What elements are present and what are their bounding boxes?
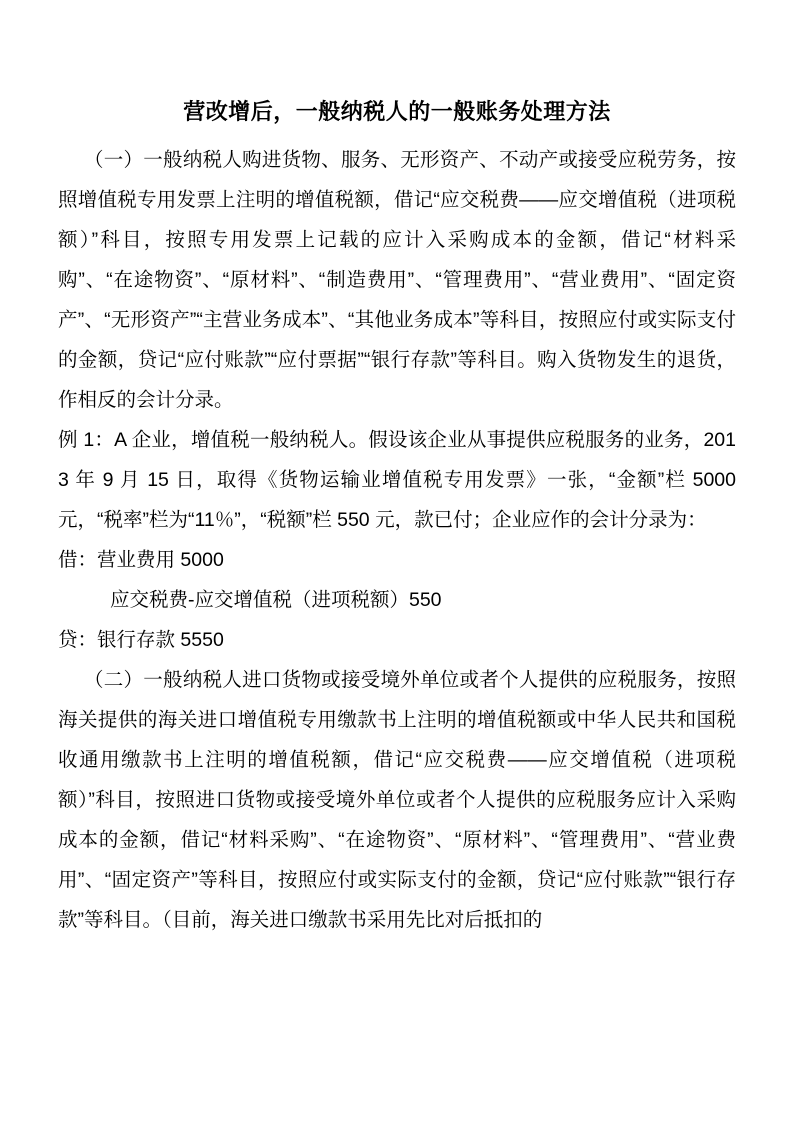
paragraph-entry-credit-1: 贷：银行存款 5550 bbox=[58, 629, 224, 651]
paragraph-entry-debit-2: 应交税费-应交增值税（进项税额）550 bbox=[110, 589, 442, 611]
page-title: 营改增后，一般纳税人的一般账务处理方法 bbox=[183, 99, 611, 125]
paragraph-entry-debit-1: 借：营业费用 5000 bbox=[58, 549, 224, 571]
paragraph-section-two: （二）一般纳税人进口货物或接受境外单位或者个人提供的应税服务，按照海关提供的海关进口增值税专用缴款书上注明的增值税额或中华人民共和国税收通用缴款书上注明的增值税额，借记“应交税费——应交增值税（进项税额）”科目，按照进口货物或接受境外单位或者个人提供的应税服务应计入采购成本的金额，借记“材料采购”、“在途物资”、“原材料”、“管理费用”、“营业费用”、“固定资产”等科目，按照应付或实际支付的金额，贷记“应付账款”“银行存款”等科目。（目前，海关进口缴款书采用先比对后抵扣的 bbox=[58, 669, 736, 931]
paragraph-section-one: （一）一般纳税人购进货物、服务、无形资产、不动产或接受应税劳务，按照增值税专用发票上注明的增值税额，借记“应交税费——应交增值税（进项税额）”科目，按照专用发票上记载的应计入采购成本的金额，借记“材料采购”、“在途物资”、“原材料”、“制造费用”、“管理费用”、“营业费用”、“固定资产”、“无形资产”“主营业务成本”、“其他业务成本”等科目，按照应付或实际支付的金额，贷记“应付账款”“应付票据”“银行存款”等科目。购入货物发生的退货，作相反的会计分录。 bbox=[58, 149, 736, 411]
paragraph-example-one: 例 1：A 企业，增值税一般纳税人。假设该企业从事提供应税服务的业务，2013 年 9 月 15 日，取得《货物运输业增值税专用发票》一张，“金额”栏 5000 元，“税率”栏为“11％”，“税额”栏 550 元，款已付；企业应作的会计分录为： bbox=[58, 429, 736, 531]
title-body-spacer bbox=[58, 128, 736, 140]
document-content bbox=[58, 0, 736, 940]
